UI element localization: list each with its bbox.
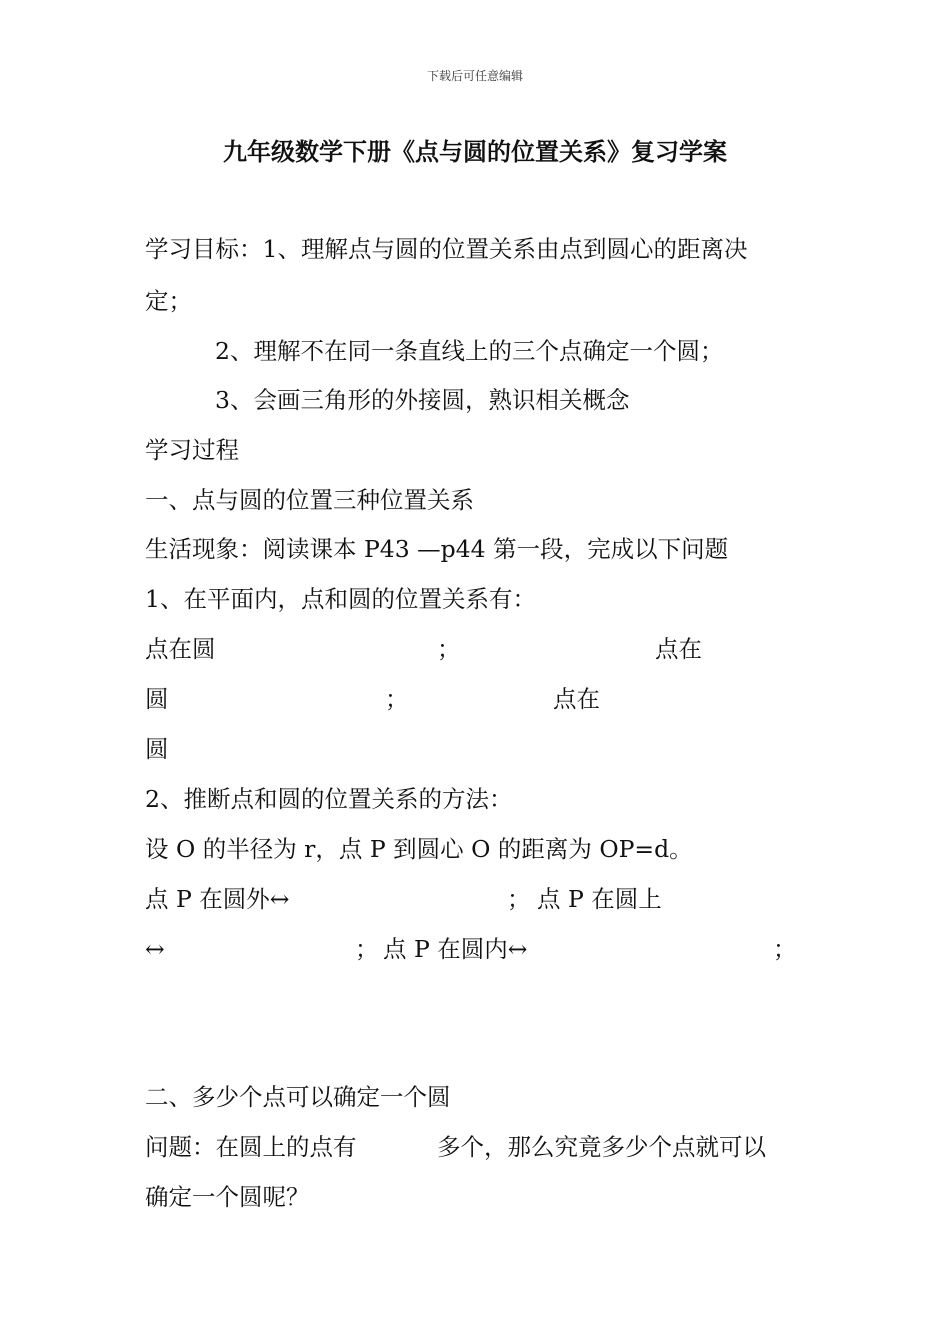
objectives-line-3: 3、会画三角形的外接圆，熟识相关概念 bbox=[215, 386, 630, 414]
q1-sep-b: ； bbox=[385, 685, 409, 713]
relation-sep-3: ； bbox=[773, 935, 797, 963]
objectives-line-1-cont: 定； bbox=[145, 287, 192, 315]
question-part-a: 问题：在圆上的点有 bbox=[145, 1133, 357, 1161]
q1-option-a: 点在圆 bbox=[145, 635, 216, 663]
question-part-b: 多个，那么究竟多少个点就可以 bbox=[437, 1133, 766, 1161]
on-circle-relation: 点 P 在圆上 bbox=[537, 885, 662, 913]
q1-sep-a: ； bbox=[437, 635, 461, 663]
objectives-line-1: 学习目标：1、理解点与圆的位置关系由点到圆心的距离决 bbox=[145, 235, 748, 263]
question-1: 1、在平面内，点和圆的位置关系有： bbox=[145, 585, 536, 613]
q1-option-c: 点在 bbox=[553, 685, 600, 713]
q1-option-b-cont: 圆 bbox=[145, 685, 169, 713]
inside-relation: 点 P 在圆内↔ bbox=[383, 935, 528, 963]
objectives-line-2: 2、理解不在同一条直线上的三个点确定一个圆； bbox=[215, 337, 724, 365]
outside-relation: 点 P 在圆外↔ bbox=[145, 885, 290, 913]
q1-option-b: 点在 bbox=[655, 635, 702, 663]
question-2: 2、推断点和圆的位置关系的方法： bbox=[145, 785, 513, 813]
relation-sep-1: ； bbox=[507, 885, 531, 913]
section2-heading: 二、多少个点可以确定一个圆 bbox=[145, 1083, 451, 1111]
page-title: 九年级数学下册《点与圆的位置关系》复习学案 bbox=[223, 137, 727, 166]
section1-heading: 一、点与圆的位置三种位置关系 bbox=[145, 486, 474, 514]
double-arrow-icon: ↔ bbox=[145, 935, 165, 963]
section1-intro: 生活现象：阅读课本 P43 —p44 第一段，完成以下问题 bbox=[145, 535, 729, 563]
header-note: 下载后可任意编辑 bbox=[426, 69, 523, 83]
process-heading: 学习过程 bbox=[145, 436, 239, 464]
relation-sep-2: ； bbox=[355, 935, 379, 963]
question-part-c: 确定一个圆呢？ bbox=[145, 1183, 310, 1211]
setup-line: 设 O 的半径为 r，点 P 到圆心 O 的距离为 OP=d。 bbox=[145, 835, 693, 863]
q1-option-c-cont: 圆 bbox=[145, 735, 169, 763]
